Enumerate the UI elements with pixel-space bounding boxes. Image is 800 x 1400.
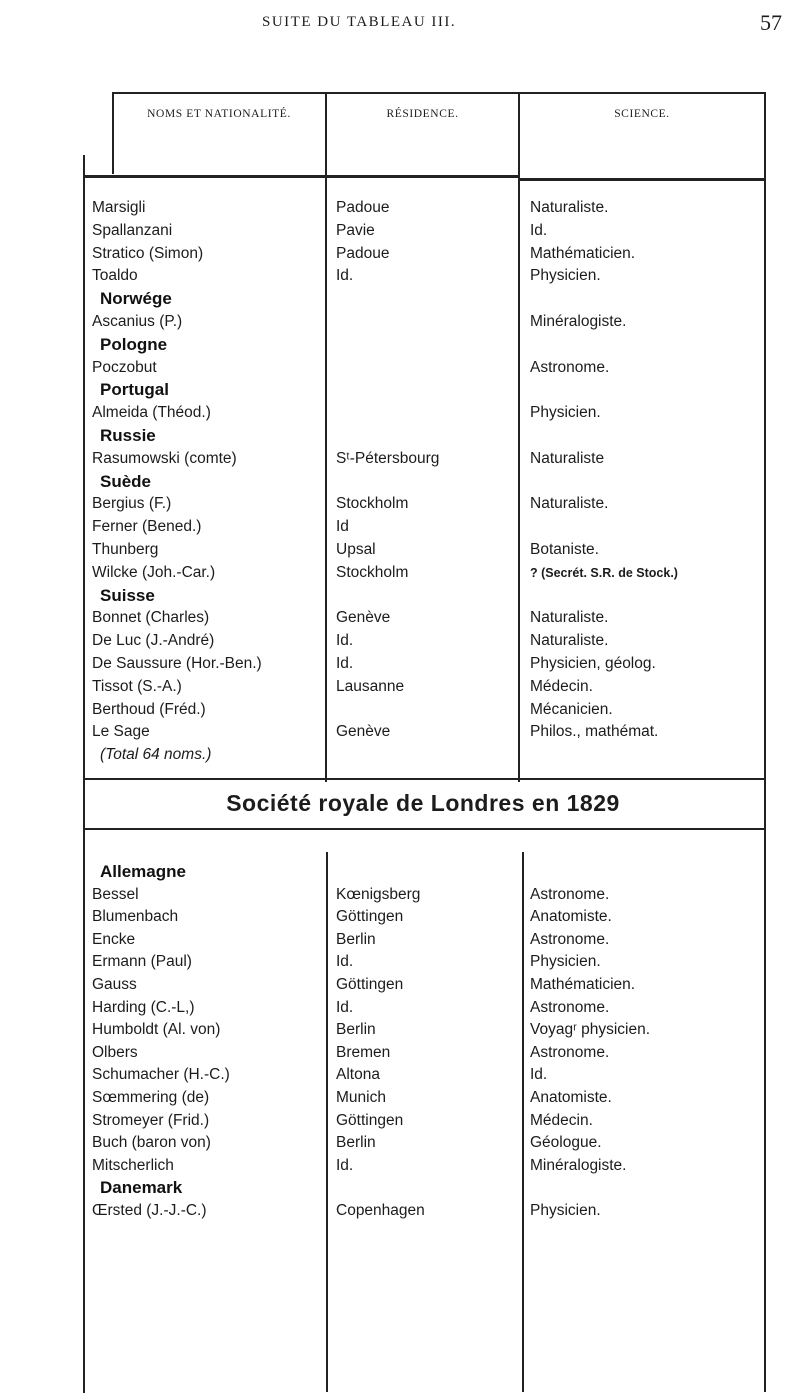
country-name: Portugal [100, 380, 169, 400]
col-rule-1 [325, 92, 327, 782]
member-science: Physicien. [530, 953, 601, 971]
member-science: Anatomiste. [530, 908, 612, 926]
member-residence: Munich [336, 1089, 386, 1106]
member-science: Médecin. [530, 677, 593, 695]
member-residence: Id. [336, 655, 354, 672]
header-rule-2 [327, 175, 518, 178]
member-science: Minéralogiste. [530, 313, 627, 330]
member-name: Bergius (F.) [92, 495, 172, 513]
member-name: Harding (C.-L,) [92, 998, 195, 1016]
member-residence: Lausanne [336, 677, 405, 695]
left-rule [83, 155, 85, 1393]
member-science: Mathématicien. [530, 244, 636, 262]
member-science: Mathématicien. [530, 976, 636, 993]
member-residence: Göttingen [336, 1111, 404, 1129]
section-rule-top [85, 778, 764, 780]
member-name: Wilcke (Joh.-Car.) [92, 563, 216, 581]
member-science: Astronome. [530, 930, 610, 948]
member-residence: Id. [336, 267, 354, 285]
column-header-science: SCIENCE. [614, 108, 670, 120]
member-name: Œrsted (J.-J.-C.) [92, 1202, 207, 1219]
member-name: Marsigli [92, 199, 146, 216]
member-residence: Upsal [336, 541, 376, 558]
column-header-residence: RÉSIDENCE. [386, 108, 459, 120]
member-science: Géologue. [530, 1134, 602, 1152]
member-science: Astronome. [530, 1043, 610, 1061]
member-science: Astronome. [530, 358, 610, 376]
member-science: Naturaliste [530, 449, 605, 467]
member-science: Mécanicien. [530, 700, 613, 718]
right-rule [764, 92, 766, 1392]
member-science: Anatomiste. [530, 1089, 612, 1106]
member-residence: Berlin [336, 1021, 376, 1039]
member-name: Buch (baron von) [92, 1134, 211, 1152]
col-rule-2 [518, 92, 520, 782]
member-science: Naturaliste. [530, 495, 609, 513]
member-residence: Bremen [336, 1043, 391, 1061]
member-name: Gauss [92, 976, 137, 993]
country-name: Norwége [100, 289, 172, 309]
member-name: Bessel [92, 885, 139, 903]
member-name: (Total 64 noms.) [100, 746, 212, 764]
member-residence: Kœnigsberg [336, 885, 421, 903]
member-name: Almeida (Théod.) [92, 404, 211, 422]
member-science: ? (Secrét. S.R. de Stock.) [530, 565, 678, 580]
member-name: Stratico (Simon) [92, 244, 204, 262]
country-name: Pologne [100, 334, 168, 354]
header-rule-3 [520, 178, 764, 181]
member-name: De Luc (J.-André) [92, 632, 215, 650]
member-residence: Stockholm [336, 495, 409, 513]
member-residence: Id. [336, 1156, 354, 1174]
member-residence: Genève [336, 609, 391, 627]
member-residence: Berlin [336, 1134, 376, 1152]
member-residence: Id. [336, 632, 354, 650]
member-name: Bonnet (Charles) [92, 609, 210, 627]
country-name: Allemagne [100, 862, 186, 881]
member-residence: Altona [336, 1066, 380, 1084]
member-name: Spallanzani [92, 221, 173, 239]
member-science: Physicien. [530, 404, 601, 422]
member-name: Schumacher (H.-C.) [92, 1066, 230, 1084]
country-name: Suède [100, 471, 152, 491]
member-residence: Genève [336, 723, 391, 741]
member-science: Naturaliste. [530, 199, 609, 216]
member-name: Ferner (Bened.) [92, 518, 202, 536]
member-name: Stromeyer (Frid.) [92, 1111, 210, 1129]
country-name: Danemark [100, 1178, 183, 1198]
member-science: Physicien. [530, 267, 601, 285]
member-science: Id. [530, 221, 548, 239]
member-residence: Id. [336, 953, 354, 971]
top-rule [113, 92, 765, 94]
member-residence: Padoue [336, 244, 390, 262]
section-rule-bottom [85, 828, 764, 830]
member-name: Tissot (S.-A.) [92, 677, 182, 695]
member-name: Berthoud (Fréd.) [92, 700, 206, 718]
member-residence: Copenhagen [336, 1202, 425, 1219]
member-name: Ermann (Paul) [92, 953, 192, 971]
section-title: Société royale de Londres en 1829 [226, 790, 620, 816]
member-science: Botaniste. [530, 541, 599, 558]
left-rule-top [112, 92, 114, 174]
member-residence: Berlin [336, 930, 376, 948]
country-name: Suisse [100, 585, 155, 605]
member-name: Toaldo [92, 267, 138, 285]
member-residence: Göttingen [336, 976, 404, 993]
member-residence: Id [336, 518, 349, 536]
member-name: Ascanius (P.) [92, 313, 183, 330]
member-science: Naturaliste. [530, 609, 609, 627]
member-science: Astronome. [530, 885, 610, 903]
member-name: Poczobut [92, 358, 157, 376]
member-science: Voyagʳ physicien. [530, 1021, 651, 1039]
member-name: Mitscherlich [92, 1156, 174, 1174]
member-residence: Sᵗ-Pétersbourg [336, 449, 440, 467]
running-title: SUITE DU TABLEAU III. [262, 14, 457, 30]
member-residence: Göttingen [336, 908, 404, 926]
member-name: Le Sage [92, 723, 150, 741]
running-head [0, 10, 800, 40]
member-residence: Pavie [336, 221, 375, 239]
member-name: Humboldt (Al. von) [92, 1021, 221, 1039]
column-header-name: NOMS ET NATIONALITÉ. [147, 108, 291, 120]
member-name: Olbers [92, 1043, 138, 1061]
member-residence: Stockholm [336, 563, 409, 581]
header-rule-1 [85, 175, 326, 178]
member-science: Philos., mathémat. [530, 723, 659, 741]
member-science: Physicien, géolog. [530, 655, 656, 672]
member-name: Sœmmering (de) [92, 1089, 210, 1106]
member-name: Blumenbach [92, 908, 179, 926]
member-name: Encke [92, 930, 136, 948]
member-residence: Padoue [336, 199, 390, 216]
member-residence: Id. [336, 998, 354, 1016]
page-number: 57 [760, 10, 782, 35]
member-name: Rasumowski (comte) [92, 449, 237, 467]
member-science: Astronome. [530, 998, 610, 1016]
col-rule-3 [326, 852, 328, 1392]
member-science: Minéralogiste. [530, 1156, 627, 1174]
member-science: Id. [530, 1066, 548, 1084]
member-science: Médecin. [530, 1111, 593, 1129]
col-rule-4 [522, 852, 524, 1392]
country-name: Russie [100, 426, 156, 445]
member-science: Physicien. [530, 1202, 601, 1219]
member-name: Thunberg [92, 541, 159, 558]
member-name: De Saussure (Hor.-Ben.) [92, 655, 262, 672]
member-science: Naturaliste. [530, 632, 609, 650]
